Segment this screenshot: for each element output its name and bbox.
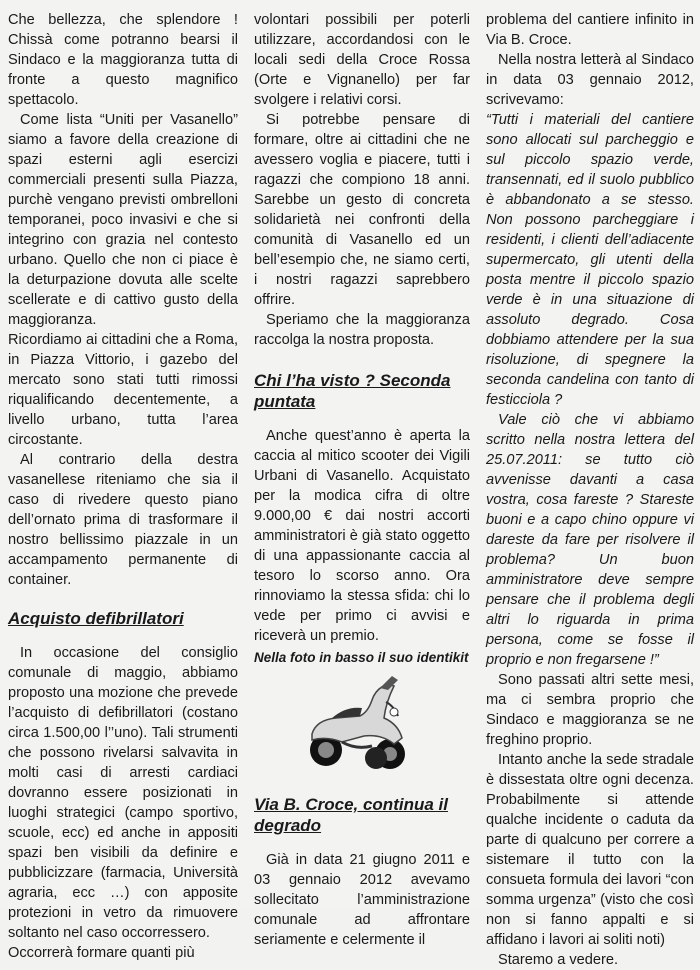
paragraph: Occorrerà formare quanti più: [8, 945, 195, 961]
paragraph: problema del cantiere infinito in Via B. Croce.: [486, 12, 694, 48]
paragraph: Intanto anche la sede stradale è dissestata oltre ogni decenza. Probabilmente si attende qualche incidente o caduta da parte di qualcuno per correre a sistemare il tutto con la consueta formula dei lavori “con somma urgenza” (visto che così non si fanno appalti e si affidano i lavori ai soliti noti): [486, 752, 694, 948]
column-3: [486, 10, 694, 970]
section-heading-defibrillatori: Acquisto defibrillatori: [8, 609, 184, 628]
paragraph: Come lista “Uniti per Vasanello” siamo a favore della creazione di spazi esterni agli esercizi commerciali presenti sulla Piazza, purchè vengano previsti ombrelloni temporanei, poco invasivi e che si integrino con grazia nel contesto urbano. Quello che non ci piace è la deturpazione dovuta alle scelte scellerate e di cattivo gusto della maggioranza.: [8, 112, 238, 328]
column-1: [8, 10, 238, 963]
paragraph: Nella nostra letterà al Sindaco in data 03 gennaio 2012, scrivevamo:: [486, 52, 694, 108]
paragraph: volontari possibili per poterli utilizzare, accordandosi con le locali sedi della Croce Rossa (Orte e Vignanello) per far svolgere i relativi corsi.: [254, 12, 470, 108]
paragraph: Al contrario della destra vasanellese riteniamo che sia il caso di rivedere questo piano dell’ornato prima di trasformare il nostro bellissimo piazzale in un accampamento permanente di container.: [8, 452, 238, 588]
section-heading-via-b-croce: Via B. Croce, continua il degrado: [254, 795, 448, 835]
paragraph: Che bellezza, che splendore ! Chissà come potranno bearsi il Sindaco e la maggioranza tutta di fronte a questo magnifico spettacolo.: [8, 12, 238, 108]
paragraph: Speriamo che la maggioranza raccolga la nostra proposta.: [254, 312, 470, 348]
section-heading-chi-lha-visto: Chi l’ha visto ? Seconda puntata: [254, 371, 451, 411]
paragraph: In occasione del consiglio comunale di maggio, abbiamo proposto una mozione che prevede l’acquisto di defibrillatori (costano circa 1.500,00 l’’uno). Tali strumenti che possono rivelarsi salvavita in molti casi di arresti cardiaci dovranno essere posizionati in luoghi strategici (campo sportivo, scuole, ecc) ed anche in appositi spazi ben visibili da definire e pubblicizzare (farmacia, Università agraria, ecc …) con apposite protezioni in vetro da rimuovere soltanto nel caso occorressero.: [8, 645, 238, 941]
quoted-letter: Vale ciò che vi abbiamo scritto nella nostra lettera del 25.07.2011: se tutto ciò avvenisse davanti a casa vostra, cosa fareste ? Stareste buoni e a capo chino oppure vi dareste da fare per risolvere il problema? Un buon amministratore deve sempre pensare che il problema degli altri lo riguarda in prima persona, come se fosse il proprio e non fregarsene !”: [486, 412, 694, 668]
photo-caption: Nella foto in basso il suo identikit: [254, 650, 469, 665]
paragraph: Sono passati altri sette mesi, ma ci sembra proprio che Sindaco e maggioranza se ne freghino proprio.: [486, 672, 694, 748]
paragraph: Staremo a vedere.: [498, 952, 619, 968]
paragraph: Si potrebbe pensare di formare, oltre ai cittadini che ne avessero voglia e piacere, tutti i ragazzi che compiono 18 anni. Sarebbe un gesto di concreta solidarietà nei confronti della comunità di Vasanello ed un bell’esempio che, ne siamo certi, i nostri ragazzi saprebbero offrire.: [254, 112, 470, 308]
paragraph: Anche quest’anno è aperta la caccia al mitico scooter dei Vigili Urbani di Vasanello. Acquistato per la modica cifra di oltre 9.000,00 € dai nostri accorti amministratori è già stato oggetto di una appassionante caccia al tesoro lo scorso anno. Ora rinnoviamo la stessa sfida: chi lo vede per primo ci avvisi e riceverà un premio.: [254, 428, 470, 644]
paragraph: Ricordiamo ai cittadini che a Roma, in Piazza Vittorio, i gazebo del mercato sono stati tutti rimossi riqualificando decentemente, a livello urbano, tutta l’area circostante.: [8, 332, 238, 448]
quoted-letter: “Tutti i materiali del cantiere sono allocati sul parcheggio e sul piccolo spazio verde, transennati, ed il suolo pubblico è abbandonato a se stesso. Non possono parcheggiare i residenti, i clienti dell’adiacente supermercato, gli utenti della posta mentre il piccolo spazio verde è in una situazione di assoluto degrado. Cosa dobbiamo attendere per la sua risoluzione, di spegnere la seconda candelina con tanto di festicciola ?: [486, 112, 694, 408]
paragraph: Già in data 21 giugno 2011 e 03 gennaio 2012 avevamo sollecitato l’amministrazione comunale ad affrontare seriamente e celermente il: [254, 852, 470, 948]
scooter-photo: [302, 672, 414, 772]
column-2: [254, 10, 470, 950]
